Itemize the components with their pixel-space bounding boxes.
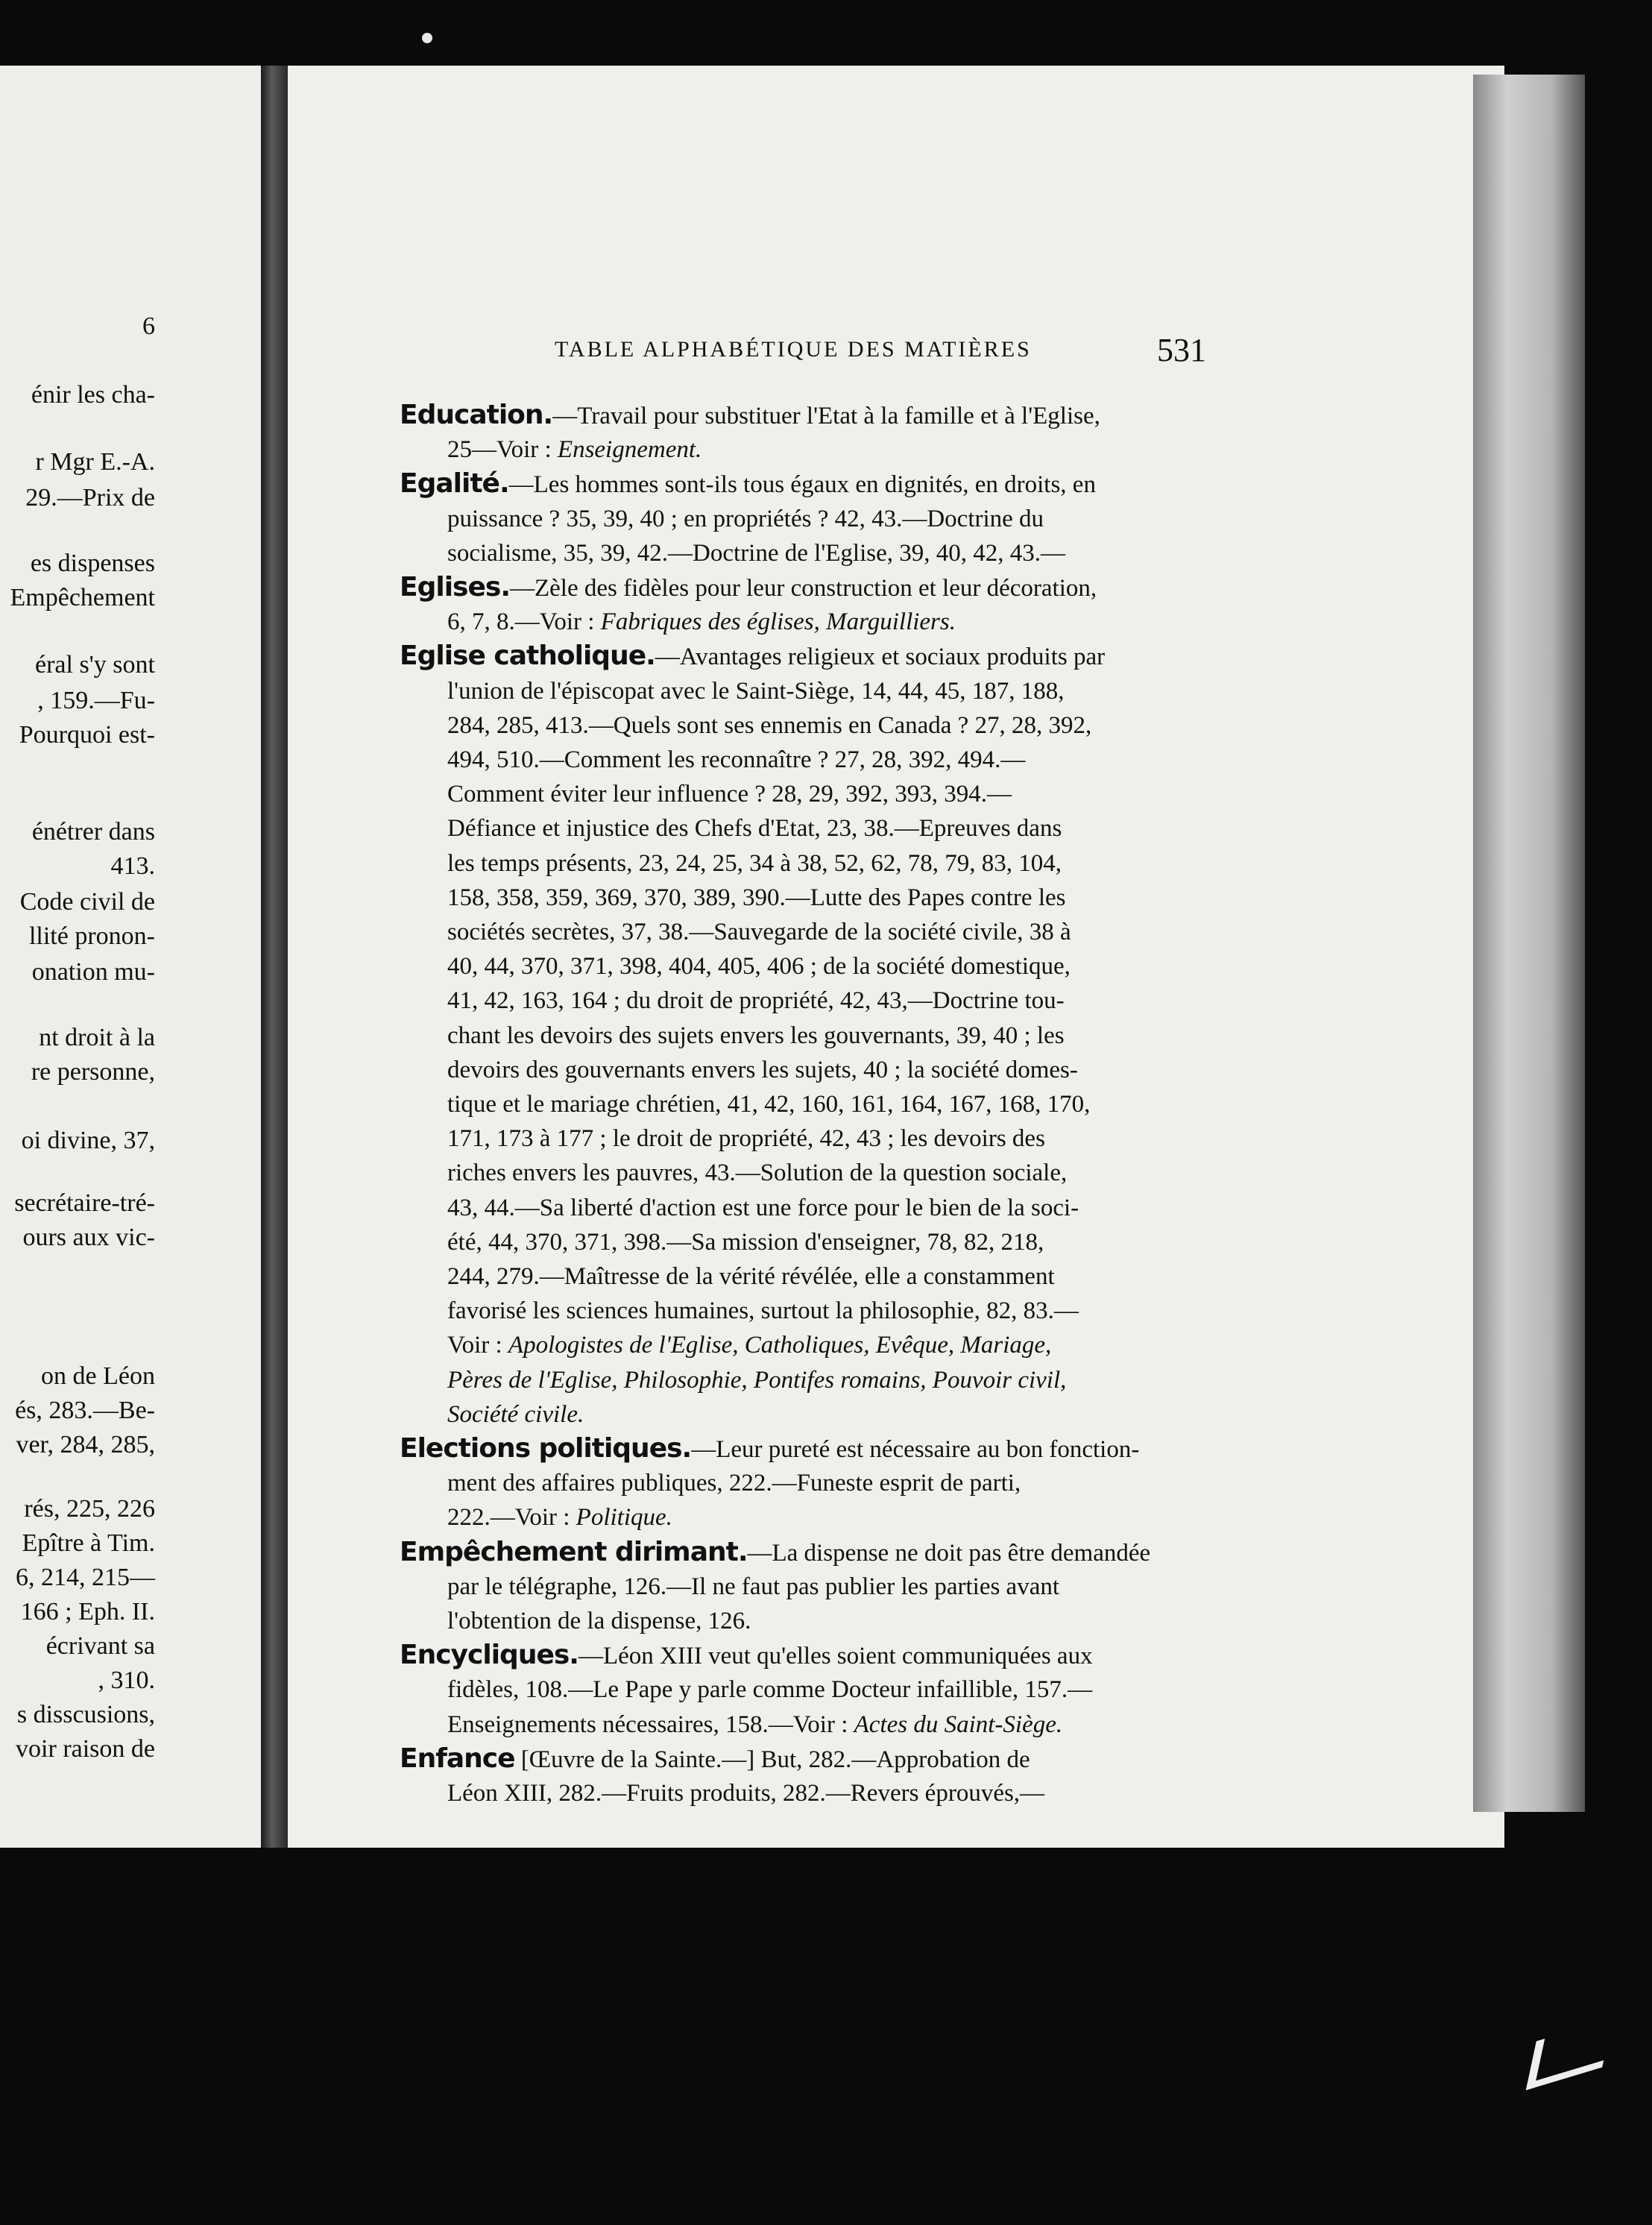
- index-text: l'union de l'épiscopat avec le Saint-Siège, 14, 44, 45, 187, 188,: [447, 677, 1065, 705]
- index-entry-first-line: [400, 1638, 1093, 1673]
- index-text: —Leur pureté est nécessaire au bon fonction-: [691, 1436, 1140, 1463]
- index-text: —La dispense ne doit pas être demandée: [747, 1539, 1151, 1567]
- left-page-line: onation mu-: [31, 958, 155, 986]
- index-entry-first-line: [400, 1432, 1139, 1467]
- index-entry-line: [447, 1466, 1021, 1500]
- index-text: 41, 42, 163, 164 ; du droit de propriété, 42, 43,—Doctrine tou-: [447, 987, 1065, 1015]
- index-entry-line: [447, 1776, 1044, 1810]
- left-page-line: nt droit à la: [39, 1024, 155, 1051]
- index-entry-line: [447, 1191, 1079, 1225]
- index-entry-line: [447, 811, 1062, 846]
- index-text: [Œuvre de la Sainte.—] But, 282.—Approbation de: [514, 1746, 1030, 1773]
- index-text: Enseignements nécessaires, 158.—Voir :: [447, 1711, 854, 1738]
- index-entry-line: [447, 984, 1065, 1018]
- index-text: 40, 44, 370, 371, 398, 404, 405, 406 ; de la société domestique,: [447, 953, 1071, 981]
- index-entry-first-line: [400, 639, 1105, 674]
- left-page-line: 166 ; Eph. II.: [20, 1598, 155, 1626]
- index-entry-line: [447, 1225, 1044, 1259]
- index-text: sociétés secrètes, 37, 38.—Sauvegarde de la société civile, 38 à: [447, 919, 1071, 945]
- index-entry-line: [447, 1121, 1045, 1156]
- index-entry-line: [447, 1328, 1051, 1362]
- index-text: riches envers les pauvres, 43.—Solution de la question sociale,: [447, 1159, 1068, 1187]
- index-headword: Eglise catholique.: [400, 641, 655, 672]
- index-headword: Egalité.: [400, 468, 509, 500]
- index-cross-reference: Enseignement.: [557, 436, 702, 464]
- index-text: —Avantages religieux et sociaux produits par: [655, 643, 1106, 671]
- index-text: Léon XIII, 282.—Fruits produits, 282.—Revers éprouvés,—: [447, 1780, 1045, 1807]
- index-text: 244, 279.—Maîtresse de la vérité révélée, elle a constamment: [447, 1263, 1055, 1290]
- index-text: socialisme, 35, 39, 42.—Doctrine de l'Eglise, 39, 40, 42, 43.—: [447, 539, 1065, 567]
- index-entry-line: [447, 1672, 1092, 1707]
- index-entry-line: [447, 674, 1065, 708]
- index-headword: Enfance: [400, 1743, 515, 1774]
- index-entry-line: [447, 605, 956, 639]
- left-page-line: re personne,: [31, 1058, 155, 1086]
- index-cross-reference: Actes du Saint-Siège.: [854, 1711, 1063, 1738]
- index-entry-first-line: [400, 1535, 1150, 1570]
- index-entry-line: [447, 743, 1025, 777]
- index-text: chant les devoirs des sujets envers les gouvernants, 39, 40 ; les: [447, 1022, 1065, 1049]
- left-page-line: Pourquoi est-: [19, 721, 155, 749]
- left-page-line: Epître à Tim.: [22, 1529, 155, 1557]
- index-text: ment des affaires publiques, 222.—Funeste esprit de parti,: [447, 1470, 1021, 1497]
- index-cross-reference: Apologistes de l'Eglise, Catholiques, Evêque, Mariage,: [508, 1332, 1052, 1359]
- index-entry-line: [447, 1708, 1062, 1742]
- index-headword: Eglises.: [400, 572, 510, 602]
- index-entry-line: [447, 846, 1062, 881]
- left-page-line: llité pronon-: [28, 922, 155, 950]
- index-entry-line: [447, 881, 1065, 915]
- running-head: TABLE ALPHABÉTIQUE DES MATIÈRES: [555, 337, 1032, 362]
- book-gutter: [261, 66, 288, 1848]
- index-text: Comment éviter leur influence ? 28, 29, 392, 393, 394.—: [447, 781, 1012, 808]
- index-text: 43, 44.—Sa liberté d'action est une force pour le bien de la soci-: [447, 1194, 1079, 1221]
- index-text: l'obtention de la dispense, 126.: [447, 1608, 751, 1634]
- index-text: été, 44, 370, 371, 398.—Sa mission d'enseigner, 78, 82, 218,: [447, 1228, 1044, 1256]
- corner-arrow-icon: [1526, 2018, 1612, 2091]
- index-text: tique et le mariage chrétien, 41, 42, 160, 161, 164, 167, 168, 170,: [447, 1091, 1091, 1118]
- left-page-line: on de Léon: [41, 1362, 155, 1390]
- left-page-line: écrivant sa: [45, 1632, 155, 1660]
- index-entry-line: [447, 777, 1012, 811]
- index-cross-reference: Politique.: [576, 1504, 672, 1532]
- page-edges: [1473, 75, 1585, 1812]
- index-entry-line: [447, 1397, 584, 1432]
- index-text: 6, 7, 8.—Voir :: [447, 608, 601, 636]
- left-page-line: énir les cha-: [31, 381, 155, 409]
- index-entry-line: [447, 1500, 672, 1535]
- index-text: Voir :: [447, 1332, 508, 1359]
- index-entry-line: [447, 708, 1091, 743]
- index-entry-first-line: [400, 467, 1096, 502]
- index-entry-first-line: [400, 1742, 1030, 1777]
- page-number: 531: [1157, 332, 1206, 368]
- index-text: par le télégraphe, 126.—Il ne faut pas publier les parties avant: [447, 1573, 1060, 1600]
- index-text: 158, 358, 359, 369, 370, 389, 390.—Lutte des Papes contre les: [447, 884, 1066, 911]
- index-text: —Les hommes sont-ils tous égaux en dignités, en droits, en: [508, 471, 1096, 499]
- index-text: 171, 173 à 177 ; le droit de propriété, 42, 43 ; les devoirs des: [447, 1125, 1045, 1153]
- index-headword: Empêchement dirimant.: [400, 1536, 748, 1567]
- index-entry-line: [447, 1087, 1090, 1121]
- left-page-line: es dispenses: [30, 550, 155, 577]
- index-cross-reference: Société civile.: [447, 1400, 584, 1428]
- left-page-line: 413.: [110, 852, 155, 880]
- index-text: —Zèle des fidèles pour leur construction et leur décoration,: [510, 575, 1097, 602]
- index-entry-line: [447, 1570, 1059, 1604]
- left-page-line: éral s'y sont: [35, 651, 155, 679]
- index-headword: Elections politiques.: [400, 1433, 692, 1464]
- left-page-line: 6, 214, 215—: [16, 1564, 155, 1591]
- index-entry-line: [447, 1019, 1065, 1053]
- left-page-line: 6: [142, 312, 155, 340]
- index-entry-line: [447, 915, 1071, 949]
- left-page-line: Code civil de: [19, 888, 155, 916]
- index-entry-line: [447, 1604, 751, 1638]
- index-entry-line: [447, 1259, 1055, 1294]
- index-text: 494, 510.—Comment les reconnaître ? 27, 28, 392, 494.—: [447, 746, 1026, 773]
- left-page-line: 29.—Prix de: [25, 484, 155, 512]
- index-entry-line: [447, 536, 1065, 570]
- left-page-line: és, 283.—Be-: [15, 1397, 155, 1424]
- index-text: 222.—Voir :: [447, 1504, 576, 1532]
- index-cross-reference: Fabriques des églises, Marguilliers.: [600, 608, 956, 636]
- index-headword: Education.: [400, 400, 553, 430]
- index-text: devoirs des gouvernants envers les sujets, 40 ; la société domes-: [447, 1056, 1078, 1083]
- left-page: [0, 66, 261, 1848]
- index-entry-line: [447, 1053, 1078, 1087]
- left-page-line: , 159.—Fu-: [37, 687, 155, 714]
- left-page-line: oi divine, 37,: [21, 1127, 155, 1154]
- left-page-line: Empêchement: [10, 584, 155, 611]
- scan-speck: [422, 33, 432, 43]
- index-text: Défiance et injustice des Chefs d'Etat, 23, 38.—Epreuves dans: [447, 815, 1062, 843]
- index-entry-line: [447, 1294, 1079, 1328]
- left-page-line: rés, 225, 226: [24, 1495, 155, 1523]
- left-page-line: s disscusions,: [16, 1701, 155, 1728]
- left-page-line: ours aux vic-: [22, 1224, 155, 1251]
- index-text: favorisé les sciences humaines, surtout la philosophie, 82, 83.—: [447, 1297, 1079, 1325]
- left-page-line: r Mgr E.-A.: [35, 448, 155, 476]
- index-entry-line: [447, 502, 1044, 536]
- left-page-line: voir raison de: [16, 1735, 155, 1763]
- index-text: —Travail pour substituer l'Etat à la famille et à l'Eglise,: [552, 403, 1100, 429]
- index-headword: Encycliques.: [400, 1640, 578, 1671]
- left-page-line: , 310.: [98, 1667, 155, 1694]
- index-entry-line: [447, 949, 1071, 984]
- left-page-line: secrétaire-tré-: [14, 1189, 155, 1217]
- index-entry-line: [447, 1156, 1067, 1190]
- index-text: les temps présents, 23, 24, 25, 34 à 38, 52, 62, 78, 79, 83, 104,: [447, 849, 1062, 877]
- index-text: 284, 285, 413.—Quels sont ses ennemis en Canada ? 27, 28, 392,: [447, 711, 1092, 739]
- index-text: —Léon XIII veut qu'elles soient communiquées aux: [578, 1643, 1093, 1670]
- left-page-line: ver, 284, 285,: [16, 1431, 155, 1458]
- index-entry-line: [447, 432, 702, 467]
- index-entry-first-line: [400, 398, 1100, 433]
- index-cross-reference: Pères de l'Eglise, Philosophie, Pontifes romains, Pouvoir civil,: [447, 1366, 1067, 1394]
- left-page-line: énétrer dans: [31, 818, 155, 846]
- index-entry-first-line: [400, 570, 1097, 605]
- index-entry-line: [447, 1363, 1066, 1397]
- index-text: 25—Voir :: [447, 436, 558, 464]
- index-text: puissance ? 35, 39, 40 ; en propriétés ? 42, 43.—Doctrine du: [447, 505, 1044, 532]
- index-text: fidèles, 108.—Le Pape y parle comme Docteur infaillible, 157.—: [447, 1676, 1093, 1704]
